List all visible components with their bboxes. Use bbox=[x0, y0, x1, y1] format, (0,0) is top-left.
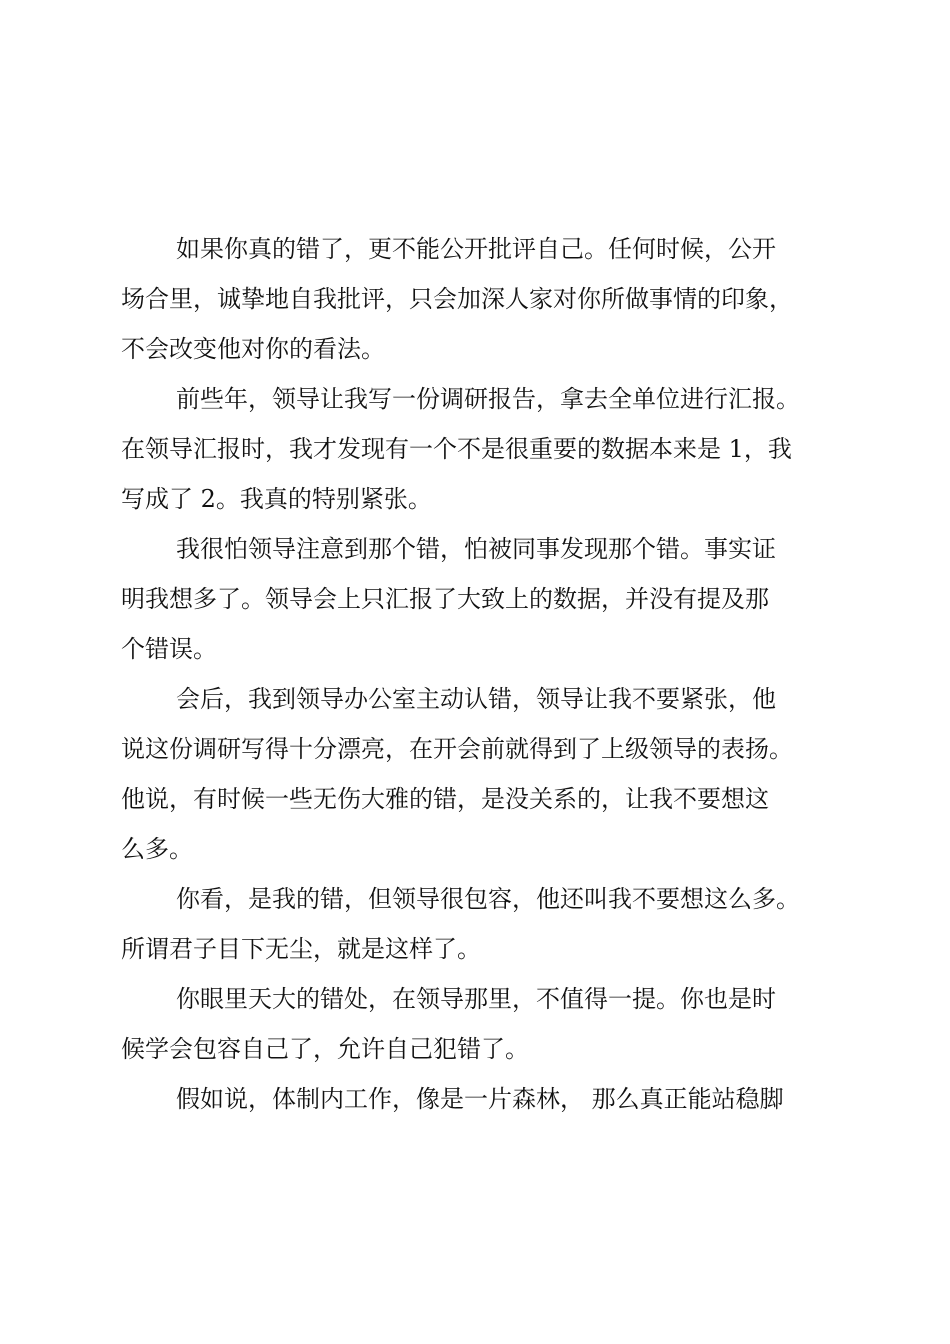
paragraph-4 bbox=[121, 674, 831, 874]
text-line: 假如说，体制内工作，像是一片森林， 那么真正能站稳脚 bbox=[176, 1085, 784, 1113]
text-line: 明我想多了。领导会上只汇报了大致上的数据，并没有提及那 bbox=[121, 585, 769, 613]
text-line: 在领导汇报时，我才发现有一个不是很重要的数据本来是 1，我 bbox=[121, 435, 792, 463]
paragraph-3 bbox=[121, 524, 831, 674]
text-line: 不会改变他对你的看法。 bbox=[121, 335, 385, 363]
text-line: 前些年，领导让我写一份调研报告，拿去全单位进行汇报。 bbox=[176, 385, 800, 413]
paragraph-7 bbox=[121, 1074, 831, 1124]
text-line: 你看，是我的错，但领导很包容，他还叫我不要想这么多。 bbox=[176, 885, 800, 913]
text-line: 写成了 2。我真的特别紧张。 bbox=[121, 485, 432, 513]
text-line: 如果你真的错了，更不能公开批评自己。任何时候，公开 bbox=[176, 235, 776, 263]
text-line: 候学会包容自己了，允许自己犯错了。 bbox=[121, 1035, 529, 1063]
document-body bbox=[121, 224, 831, 1124]
text-line: 我很怕领导注意到那个错，怕被同事发现那个错。事实证 bbox=[176, 535, 776, 563]
text-line: 会后，我到领导办公室主动认错，领导让我不要紧张，他 bbox=[176, 685, 776, 713]
text-line: 么多。 bbox=[121, 835, 193, 863]
paragraph-2 bbox=[121, 374, 831, 524]
paragraph-5 bbox=[121, 874, 831, 974]
text-line: 他说，有时候一些无伤大雅的错，是没关系的，让我不要想这 bbox=[121, 785, 769, 813]
paragraph-1 bbox=[121, 224, 831, 374]
text-line: 你眼里天大的错处，在领导那里，不值得一提。你也是时 bbox=[176, 985, 776, 1013]
text-line: 说这份调研写得十分漂亮，在开会前就得到了上级领导的表扬。 bbox=[121, 735, 793, 763]
text-line: 个错误。 bbox=[121, 635, 217, 663]
paragraph-6 bbox=[121, 974, 831, 1074]
text-line: 所谓君子目下无尘，就是这样了。 bbox=[121, 935, 481, 963]
text-line: 场合里，诚挚地自我批评，只会加深人家对你所做事情的印象， bbox=[121, 285, 793, 313]
